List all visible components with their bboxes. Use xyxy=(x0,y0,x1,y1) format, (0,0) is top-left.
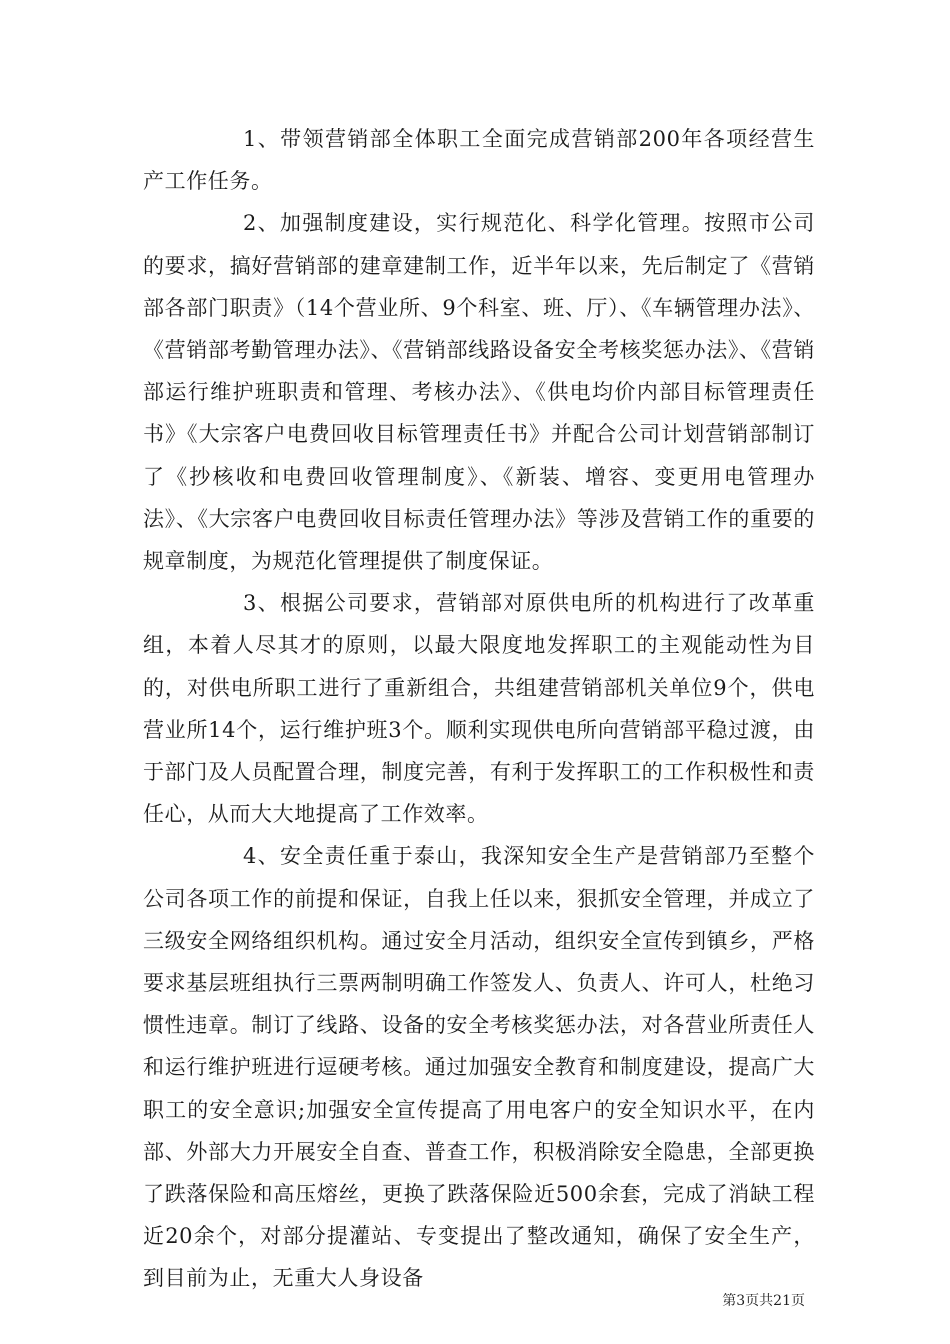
paragraph-1: 1、带领营销部全体职工全面完成营销部200年各项经营生产工作任务。 xyxy=(143,127,815,194)
document-body xyxy=(143,118,815,1300)
page-number: 第3页共21页 xyxy=(722,1293,805,1309)
paragraph-2: 2、加强制度建设，实行规范化、科学化管理。按照市公司的要求，搞好营销部的建章建制工作，近半年以来，先后制定了《营销部各部门职责》（14个营业所、9个科室、班、厅）、《车辆管理办法》、《营销部考勤管理办法》、《营销部线路设备安全考核奖惩办法》、《营销部运行维护班职责和管理、考核办法》、《供电均价内部目标管理责任书》《大宗客户电费回收目标管理责任书》并配合公司计划营销部制订了《抄核收和电费回收管理制度》、《新装、增容、变更用电管理办法》、《大宗客户电费回收目标责任管理办法》等涉及营销工作的重要的规章制度，为规范化管理提供了制度保证。 xyxy=(143,211,815,574)
paragraph-4: 4、安全责任重于泰山，我深知安全生产是营销部乃至整个公司各项工作的前提和保证，自我上任以来，狠抓安全管理，并成立了三级安全网络组织机构。通过安全月活动，组织安全宣传到镇乡，严格要求基层班组执行三票两制明确工作签发人、负责人、许可人，杜绝习惯性违章。制订了线路、设备的安全考核奖惩办法，对各营业所责任人和运行维护班进行逗硬考核。通过加强安全教育和制度建设，提高广大职工的安全意识;加强安全宣传提高了用电客户的安全知识水平，在内部、外部大力开展安全自查、普查工作，积极消除安全隐患，全部更换了跌落保险和高压熔丝，更换了跌落保险近500余套，完成了消缺工程近20余个，对部分提灌站、专变提出了整改通知，确保了安全生产，到目前为止，无重大人身设备 xyxy=(143,844,815,1291)
paragraph-3: 3、根据公司要求，营销部对原供电所的机构进行了改革重组，本着人尽其才的原则，以最大限度地发挥职工的主观能动性为目的，对供电所职工进行了重新组合，共组建营销部机关单位9个，供电营业所14个，运行维护班3个。顺利实现供电所向营销部平稳过渡，由于部门及人员配置合理，制度完善，有利于发挥职工的工作积极性和责任心，从而大大地提高了工作效率。 xyxy=(143,591,815,827)
